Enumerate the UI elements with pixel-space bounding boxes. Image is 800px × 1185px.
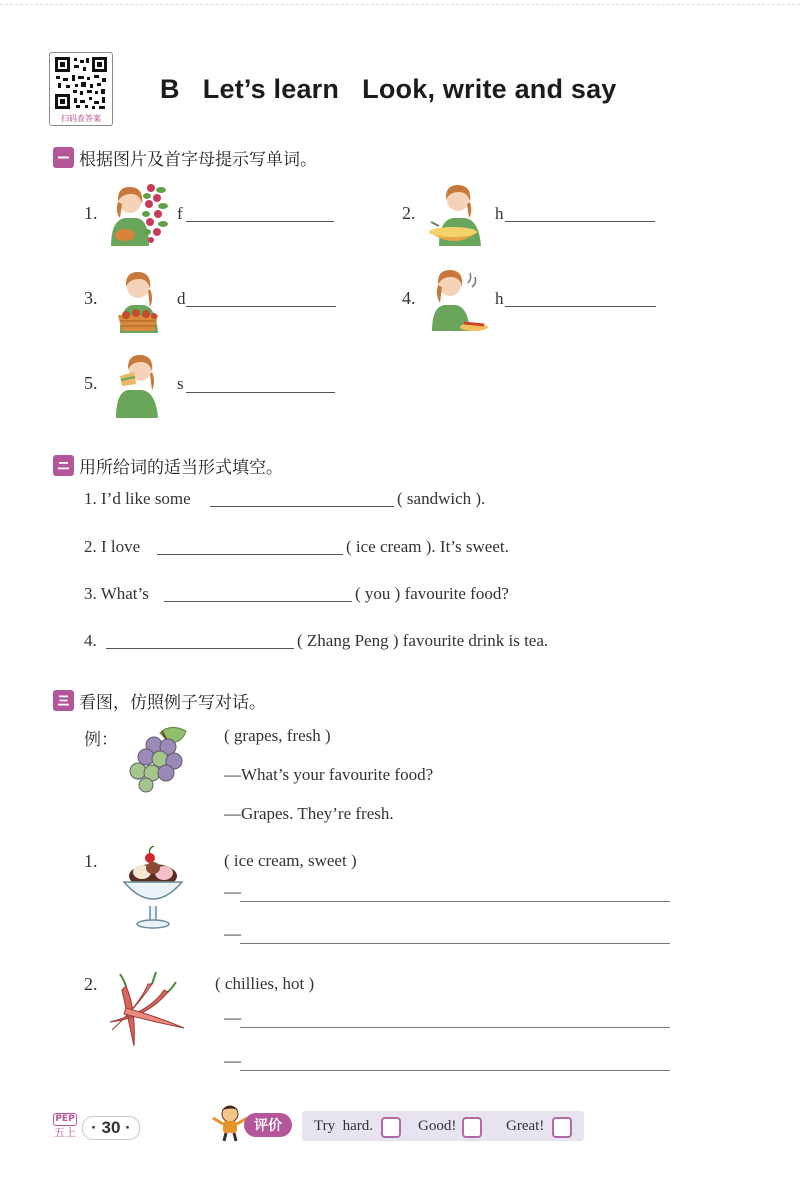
dialogue-dash: — — [224, 1051, 241, 1070]
girl-sandwich-illustration — [110, 350, 166, 423]
girl-fruit-illustration — [105, 180, 175, 251]
pep-label: PEP — [53, 1113, 77, 1126]
part2-badge — [53, 455, 74, 476]
example-hint: ( grapes, fresh ) — [224, 726, 331, 745]
top-edge — [0, 4, 800, 5]
part2-item-3-hint: ( you ) favourite food? — [355, 584, 509, 603]
qr-caption: 扫码查答案 — [61, 114, 101, 123]
part3-item-1-number: 1. — [84, 851, 98, 871]
girl-basket-illustration — [110, 265, 166, 338]
answer-blank[interactable] — [186, 221, 334, 222]
numeral-two-icon — [57, 459, 70, 472]
answer-blank[interactable] — [186, 306, 336, 307]
dialogue-answer-line[interactable] — [240, 943, 670, 944]
part2-item-2-text: 2. I love — [84, 537, 141, 556]
dialogue-answer-line[interactable] — [240, 901, 670, 902]
ice-cream-sundae-illustration — [120, 846, 186, 937]
page-title: B Let’s learn Look, write and say — [160, 74, 617, 104]
part1-item-1-number: 1. — [84, 203, 98, 223]
numeral-three-icon — [57, 694, 70, 707]
part3-item-1-hint: ( ice cream, sweet ) — [224, 851, 357, 870]
example-label: 例： — [84, 730, 118, 750]
dialogue-answer-line[interactable] — [240, 1027, 670, 1028]
eval-checkbox-good[interactable] — [462, 1117, 482, 1138]
part2-item-1-hint: ( sandwich ). — [397, 489, 486, 508]
part1-item-4-letter: h — [495, 289, 504, 308]
part2-item-1-text: 1. I’d like some — [84, 489, 191, 508]
answer-blank[interactable] — [210, 506, 394, 507]
part3-item-2-number: 2. — [84, 974, 98, 994]
eval-checkbox-try-hard[interactable] — [381, 1117, 401, 1138]
part1-item-5-number: 5. — [84, 373, 98, 393]
part2-header — [53, 453, 283, 478]
part1-item-2-letter: h — [495, 204, 504, 223]
eval-option-try-hard: Try hard. — [314, 1118, 374, 1134]
dialogue-dash: — — [224, 924, 241, 943]
answer-blank[interactable] — [505, 306, 656, 307]
part1-item-3-number: 3. — [84, 288, 98, 308]
part1-badge — [53, 147, 74, 168]
answer-blank[interactable] — [505, 221, 655, 222]
qr-pattern-icon — [54, 56, 108, 110]
part2-item-4-hint: ( Zhang Peng ) favourite drink is tea. — [297, 631, 549, 650]
part1-item-2-number: 2. — [402, 203, 416, 223]
girl-eating-bowl-illustration — [425, 180, 491, 251]
part3-badge — [53, 690, 74, 711]
eval-checkbox-great[interactable] — [552, 1117, 572, 1138]
qr-code[interactable] — [49, 52, 113, 126]
example-answer: —Grapes. They’re fresh. — [224, 804, 394, 823]
eval-option-good: Good! — [418, 1118, 457, 1134]
numeral-one-icon — [57, 151, 70, 164]
eval-option-great: Great! — [506, 1118, 545, 1134]
part1-item-1-letter: f — [177, 204, 183, 223]
part1-item-4-number: 4. — [402, 288, 416, 308]
grade-label: 五上 — [54, 1126, 76, 1139]
grapes-illustration — [126, 723, 192, 798]
part2-title: 用所给词的适当形式填空。 — [79, 458, 283, 478]
answer-blank[interactable] — [186, 392, 335, 393]
answer-blank[interactable] — [106, 648, 294, 649]
girl-spicy-illustration — [428, 265, 490, 338]
part2-item-3-text: 3. What’s — [84, 584, 149, 603]
chillies-illustration — [106, 968, 188, 1053]
part1-item-5-letter: s — [177, 374, 184, 393]
answer-blank[interactable] — [164, 601, 352, 602]
part2-item-2-hint: ( ice cream ). It’s sweet. — [346, 537, 509, 556]
part2-item-4-text: 4. — [84, 631, 97, 650]
example-question: —What’s your favourite food? — [224, 765, 434, 784]
part3-item-2-hint: ( chillies, hot ) — [215, 974, 315, 993]
part1-item-3-letter: d — [177, 289, 186, 308]
dialogue-dash: — — [224, 1008, 241, 1027]
page-number: · 30 · — [82, 1116, 140, 1140]
part1-title: 根据图片及首字母提示写单词。 — [79, 150, 317, 170]
dialogue-answer-line[interactable] — [240, 1070, 670, 1071]
part3-header — [53, 688, 266, 713]
dialogue-dash: — — [224, 882, 241, 901]
evaluation-label: 评价 — [244, 1113, 292, 1137]
pep-grade-badge — [53, 1113, 77, 1139]
part1-header — [53, 145, 317, 170]
part3-title: 看图，仿照例子写对话。 — [79, 693, 266, 713]
answer-blank[interactable] — [157, 554, 343, 555]
